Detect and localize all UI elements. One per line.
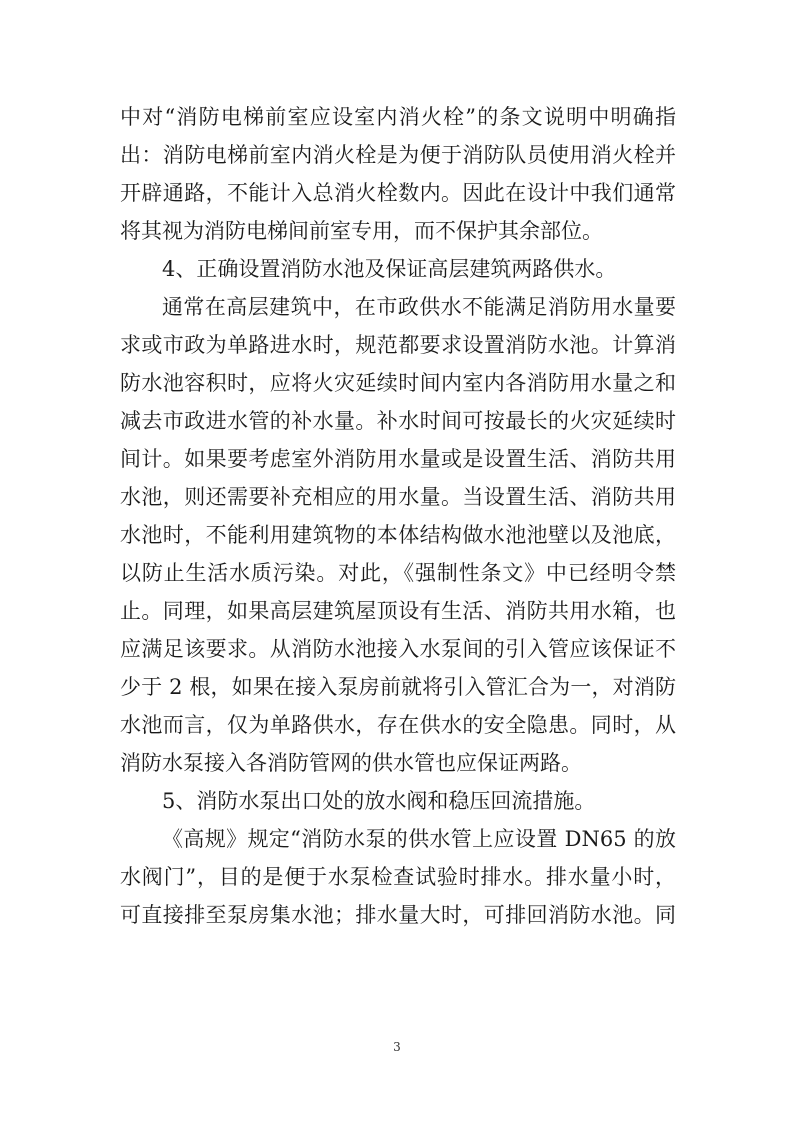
text-line: 应满足该要求。从消防水池接入水泵间的引入管应该保证不 [120, 637, 676, 661]
text-line: 求或市政为单路进水时，规范都要求设置消防水池。计算消 [120, 333, 676, 357]
text-line: 开辟通路，不能计入总消火栓数内。因此在设计中我们通常 [120, 181, 676, 205]
paragraph-first-line: 《高规》规定“消防水泵的供水管上应设置 DN65 的放 [162, 827, 676, 851]
text-line: 中对“消防电梯前室应设室内消火栓”的条文说明中明确指 [120, 105, 676, 129]
text-line: 止。同理，如果高层建筑屋顶设有生活、消防共用水箱，也 [120, 599, 676, 623]
text-line: 出：消防电梯前室内消火栓是为便于消防队员使用消火栓并 [120, 143, 676, 167]
text-line: 减去市政进水管的补水量。补水时间可按最长的火灾延续时 [120, 409, 676, 433]
section-heading: 4、正确设置消防水池及保证高层建筑两路供水。 [162, 257, 617, 281]
text-line: 防水池容积时，应将火灾延续时间内室内各消防用水量之和 [120, 371, 676, 395]
text-line: 间计。如果要考虑室外消防用水量或是设置生活、消防共用 [120, 447, 676, 471]
page-number: 3 [393, 1040, 401, 1054]
text-line: 水池时，不能利用建筑物的本体结构做水池池壁以及池底， [120, 523, 676, 547]
text-line: 水池，则还需要补充相应的用水量。当设置生活、消防共用 [120, 485, 676, 509]
text-line: 少于 2 根，如果在接入泵房前就将引入管汇合为一，对消防 [120, 675, 676, 699]
text-line: 可直接排至泵房集水池；排水量大时，可排回消防水池。同 [120, 903, 676, 927]
text-line: 以防止生活水质污染。对此，《强制性条文》中已经明令禁 [120, 561, 676, 585]
text-line: 将其视为消防电梯间前室专用，而不保护其余部位。 [120, 219, 603, 243]
text-line: 水阀门”，目的是便于水泵检查试验时排水。排水量小时， [120, 865, 676, 889]
text-line: 水池而言，仅为单路供水，存在供水的安全隐患。同时，从 [120, 713, 676, 737]
text-line: 消防水泵接入各消防管网的供水管也应保证两路。 [120, 751, 582, 775]
paragraph-first-line: 通常在高层建筑中，在市政供水不能满足消防用水量要 [162, 295, 676, 319]
section-heading: 5、消防水泵出口处的放水阀和稳压回流措施。 [162, 789, 596, 813]
